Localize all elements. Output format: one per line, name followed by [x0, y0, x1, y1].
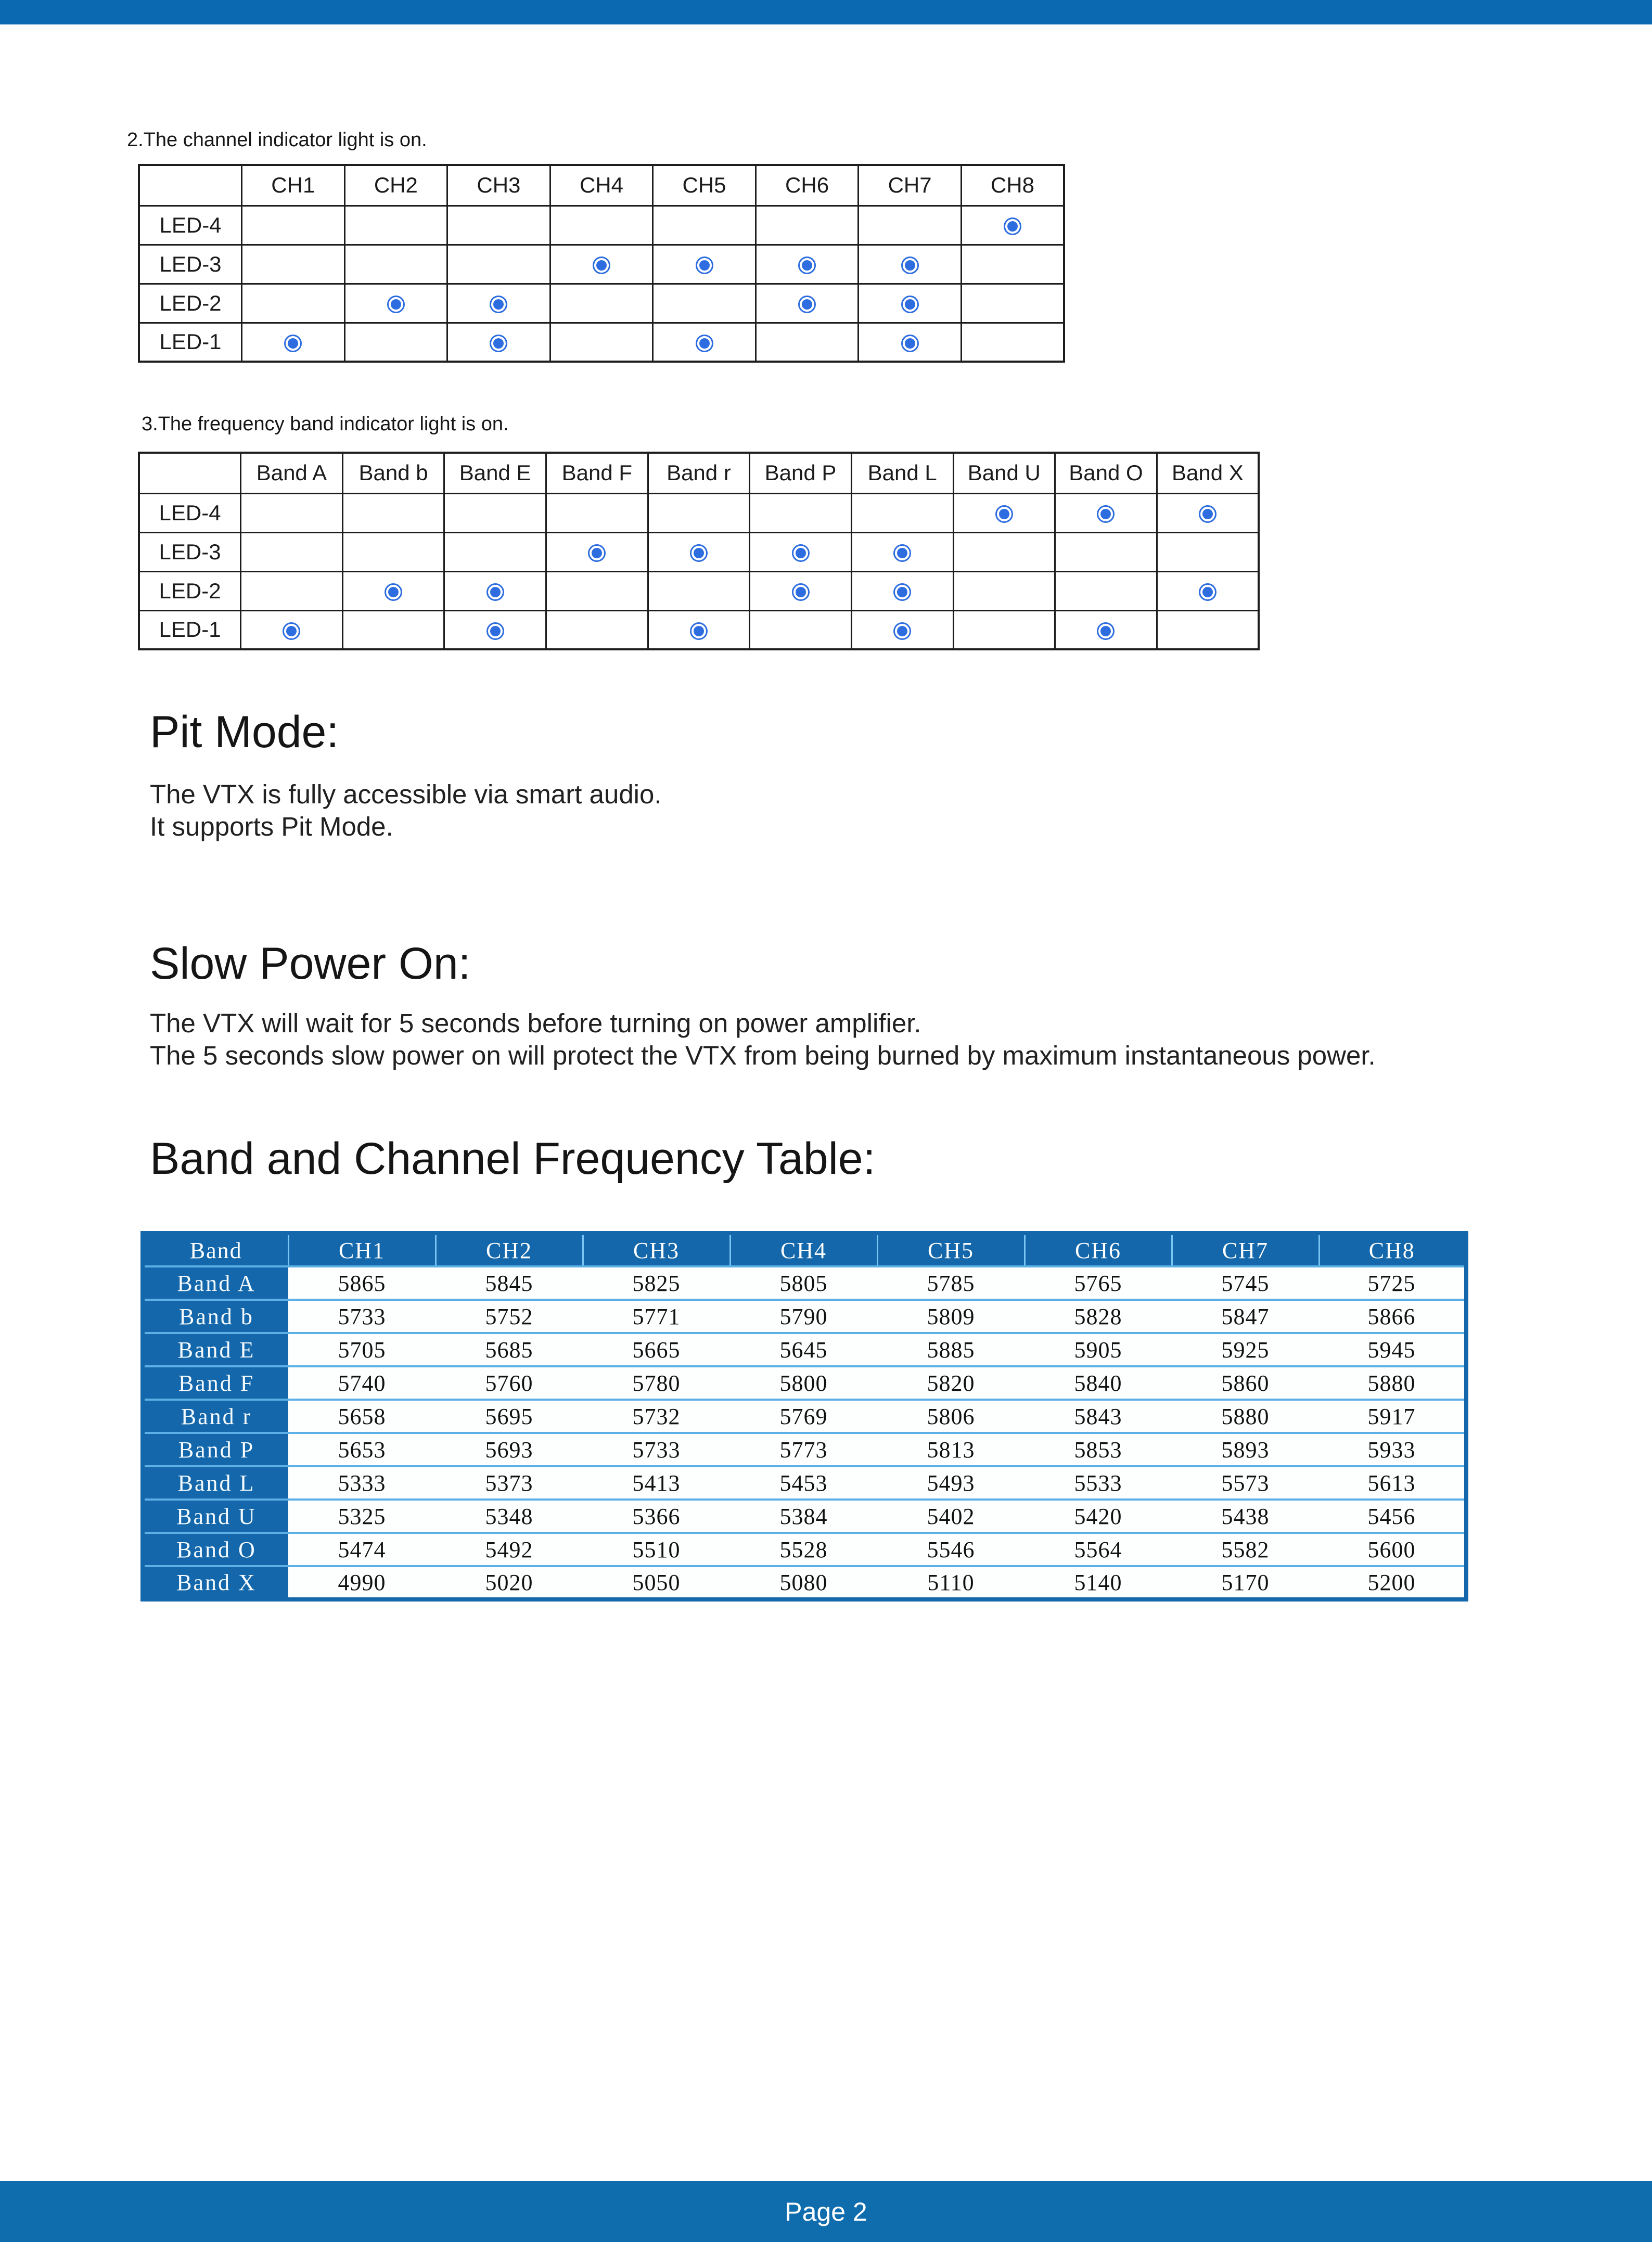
- frequency-cell: 5771: [583, 1300, 730, 1333]
- led-cell: [1157, 610, 1259, 649]
- led-on-dot-icon: [385, 583, 402, 601]
- led-on-dot-icon: [486, 622, 504, 640]
- led-cell: [444, 571, 546, 610]
- frequency-cell: 5333: [288, 1466, 436, 1500]
- table-row: [139, 245, 1064, 284]
- frequency-cell: 5685: [436, 1333, 583, 1366]
- frequency-cell: 5080: [730, 1566, 877, 1599]
- frequency-cell: 5893: [1172, 1433, 1319, 1466]
- led-on-dot-icon: [798, 257, 816, 274]
- led-cell: [342, 493, 444, 532]
- led-cell: [851, 610, 953, 649]
- frequency-cell: 5813: [877, 1433, 1025, 1466]
- table-row: [143, 1400, 1466, 1433]
- led-cell: [546, 493, 648, 532]
- column-header: CH5: [653, 165, 756, 206]
- frequency-cell: 5745: [1172, 1266, 1319, 1300]
- frequency-cell: 5905: [1025, 1333, 1172, 1366]
- led-cell: [550, 323, 653, 362]
- frequency-cell: 5348: [436, 1500, 583, 1533]
- led-cell: [242, 284, 345, 323]
- column-header: CH6: [1025, 1233, 1172, 1266]
- column-header: CH2: [344, 165, 447, 206]
- band-row-label: Band A: [143, 1266, 288, 1300]
- column-header: Band F: [546, 453, 648, 493]
- frequency-cell: 5546: [877, 1533, 1025, 1566]
- frequency-cell: 5805: [730, 1266, 877, 1300]
- led-cell: [241, 532, 343, 571]
- led-cell: [648, 532, 750, 571]
- band-row-label: Band F: [143, 1366, 288, 1400]
- column-header: Band O: [1055, 453, 1157, 493]
- led-on-dot-icon: [696, 257, 713, 274]
- led-cell: [344, 206, 447, 245]
- frequency-cell: 5474: [288, 1533, 436, 1566]
- frequency-cell: 5725: [1319, 1266, 1466, 1300]
- table-row: [143, 1266, 1466, 1300]
- led-cell: [653, 206, 756, 245]
- column-header: Band U: [953, 453, 1055, 493]
- led-cell: [755, 206, 859, 245]
- band-row-label: Band P: [143, 1433, 288, 1466]
- frequency-cell: 5825: [583, 1266, 730, 1300]
- frequency-table-heading: Band and Channel Frequency Table:: [150, 1134, 876, 1184]
- led-cell: [755, 323, 859, 362]
- led-cell: [444, 610, 546, 649]
- row-label: LED-4: [139, 206, 242, 245]
- column-header: CH6: [755, 165, 859, 206]
- table-row: [143, 1500, 1466, 1533]
- led-on-dot-icon: [901, 335, 919, 352]
- top-banner-bar: [0, 0, 1652, 24]
- led-cell: [447, 245, 550, 284]
- led-cell: [859, 284, 962, 323]
- channel-table-caption: 2.The channel indicator light is on.: [127, 129, 427, 151]
- corner-cell: [139, 165, 242, 206]
- frequency-cell: 5752: [436, 1300, 583, 1333]
- led-cell: [653, 245, 756, 284]
- frequency-cell: 5705: [288, 1333, 436, 1366]
- frequency-cell: 5806: [877, 1400, 1025, 1433]
- led-cell: [648, 610, 750, 649]
- led-on-dot-icon: [486, 583, 504, 601]
- led-on-dot-icon: [387, 296, 405, 313]
- led-cell: [546, 532, 648, 571]
- led-on-dot-icon: [792, 583, 810, 601]
- channel-indicator-table: [138, 164, 1065, 363]
- table-row: [143, 1300, 1466, 1333]
- led-on-dot-icon: [893, 544, 911, 562]
- column-header: CH7: [1172, 1233, 1319, 1266]
- column-header: Band E: [444, 453, 546, 493]
- frequency-cell: 5880: [1319, 1366, 1466, 1400]
- table-row: [143, 1533, 1466, 1566]
- led-on-dot-icon: [901, 257, 919, 274]
- led-cell: [550, 206, 653, 245]
- band-row-label: Band r: [143, 1400, 288, 1433]
- text-line: The VTX is fully accessible via smart audio.: [150, 779, 662, 809]
- frequency-cell: 5785: [877, 1266, 1025, 1300]
- frequency-cell: 5809: [877, 1300, 1025, 1333]
- frequency-cell: 5945: [1319, 1333, 1466, 1366]
- frequency-cell: 5170: [1172, 1566, 1319, 1599]
- frequency-cell: 5384: [730, 1500, 877, 1533]
- led-cell: [344, 284, 447, 323]
- led-cell: [859, 323, 962, 362]
- table-row: [139, 610, 1259, 649]
- row-label: LED-4: [139, 493, 241, 532]
- frequency-cell: 5050: [583, 1566, 730, 1599]
- frequency-cell: 5828: [1025, 1300, 1172, 1333]
- frequency-cell: 5564: [1025, 1533, 1172, 1566]
- led-cell: [1157, 493, 1259, 532]
- frequency-cell: 5733: [583, 1433, 730, 1466]
- frequency-cell: 5847: [1172, 1300, 1319, 1333]
- column-header: CH4: [550, 165, 653, 206]
- frequency-cell: 5528: [730, 1533, 877, 1566]
- corner-cell: [139, 453, 241, 493]
- table-row: [143, 1333, 1466, 1366]
- led-cell: [342, 532, 444, 571]
- frequency-cell: 5413: [583, 1466, 730, 1500]
- led-on-dot-icon: [893, 622, 911, 640]
- led-cell: [447, 206, 550, 245]
- pit-mode-paragraph: [150, 778, 662, 843]
- column-header: Band b: [342, 453, 444, 493]
- frequency-cell: 5773: [730, 1433, 877, 1466]
- frequency-cell: 5510: [583, 1533, 730, 1566]
- frequency-cell: 5840: [1025, 1366, 1172, 1400]
- text-line: It supports Pit Mode.: [150, 812, 393, 841]
- frequency-cell: 5790: [730, 1300, 877, 1333]
- led-cell: [344, 323, 447, 362]
- frequency-cell: 5740: [288, 1366, 436, 1400]
- led-on-dot-icon: [588, 544, 606, 562]
- column-header: CH8: [1319, 1233, 1466, 1266]
- frequency-cell: 5600: [1319, 1533, 1466, 1566]
- led-cell: [961, 245, 1064, 284]
- frequency-cell: 5658: [288, 1400, 436, 1433]
- frequency-cell: 5453: [730, 1466, 877, 1500]
- frequency-cell: 5860: [1172, 1366, 1319, 1400]
- led-cell: [546, 610, 648, 649]
- led-cell: [961, 323, 1064, 362]
- led-on-dot-icon: [1004, 217, 1021, 235]
- frequency-cell: 5493: [877, 1466, 1025, 1500]
- column-header: CH3: [447, 165, 550, 206]
- frequency-cell: 5880: [1172, 1400, 1319, 1433]
- led-cell: [550, 284, 653, 323]
- led-cell: [342, 610, 444, 649]
- column-header: Band A: [241, 453, 343, 493]
- table-row: [139, 206, 1064, 245]
- column-header: Band L: [851, 453, 953, 493]
- frequency-cell: 5020: [436, 1566, 583, 1599]
- row-label: LED-1: [139, 323, 242, 362]
- led-cell: [851, 532, 953, 571]
- row-label: LED-2: [139, 284, 242, 323]
- frequency-cell: 5865: [288, 1266, 436, 1300]
- frequency-cell: 5925: [1172, 1333, 1319, 1366]
- led-on-dot-icon: [1097, 622, 1115, 640]
- led-on-dot-icon: [792, 544, 810, 562]
- table-row: [139, 284, 1064, 323]
- column-header: Band: [143, 1233, 288, 1266]
- frequency-cell: 5438: [1172, 1500, 1319, 1533]
- band-channel-frequency-table: [140, 1231, 1468, 1602]
- led-on-dot-icon: [690, 622, 708, 640]
- frequency-cell: 5200: [1319, 1566, 1466, 1599]
- column-header: CH3: [583, 1233, 730, 1266]
- led-cell: [859, 206, 962, 245]
- led-cell: [1157, 571, 1259, 610]
- frequency-cell: 5769: [730, 1400, 877, 1433]
- column-header: CH4: [730, 1233, 877, 1266]
- led-on-dot-icon: [1097, 505, 1115, 523]
- column-header: CH7: [859, 165, 962, 206]
- pit-mode-heading: Pit Mode:: [150, 707, 339, 757]
- frequency-cell: 5733: [288, 1300, 436, 1333]
- led-cell: [447, 284, 550, 323]
- led-on-dot-icon: [490, 296, 507, 313]
- led-on-dot-icon: [696, 335, 713, 352]
- led-cell: [648, 571, 750, 610]
- frequency-cell: 5760: [436, 1366, 583, 1400]
- band-indicator-table: [138, 452, 1260, 650]
- column-header: Band P: [750, 453, 852, 493]
- frequency-cell: 5653: [288, 1433, 436, 1466]
- led-on-dot-icon: [490, 335, 507, 352]
- frequency-cell: 5402: [877, 1500, 1025, 1533]
- led-cell: [242, 206, 345, 245]
- led-cell: [653, 323, 756, 362]
- led-cell: [241, 571, 343, 610]
- led-cell: [648, 493, 750, 532]
- slow-power-heading: Slow Power On:: [150, 939, 471, 989]
- led-cell: [953, 571, 1055, 610]
- led-cell: [241, 610, 343, 649]
- table-row: [143, 1433, 1466, 1466]
- column-header: Band r: [648, 453, 750, 493]
- column-header: CH8: [961, 165, 1064, 206]
- table-row: [139, 532, 1259, 571]
- frequency-cell: 5885: [877, 1333, 1025, 1366]
- column-header: CH2: [436, 1233, 583, 1266]
- frequency-cell: 5110: [877, 1566, 1025, 1599]
- page-number-label: Page 2: [785, 2197, 867, 2226]
- frequency-cell: 5573: [1172, 1466, 1319, 1500]
- led-on-dot-icon: [283, 622, 300, 640]
- frequency-cell: 5800: [730, 1366, 877, 1400]
- led-cell: [859, 245, 962, 284]
- band-row-label: Band E: [143, 1333, 288, 1366]
- led-cell: [1055, 571, 1157, 610]
- led-cell: [1157, 532, 1259, 571]
- column-header: Band X: [1157, 453, 1259, 493]
- led-cell: [755, 245, 859, 284]
- table-row: [143, 1366, 1466, 1400]
- led-on-dot-icon: [1199, 505, 1216, 523]
- led-cell: [755, 284, 859, 323]
- frequency-cell: 5693: [436, 1433, 583, 1466]
- led-cell: [1055, 610, 1157, 649]
- led-on-dot-icon: [593, 257, 610, 274]
- column-header: CH5: [877, 1233, 1025, 1266]
- row-label: LED-3: [139, 532, 241, 571]
- led-cell: [550, 245, 653, 284]
- led-on-dot-icon: [1199, 583, 1216, 601]
- led-cell: [546, 571, 648, 610]
- band-row-label: Band U: [143, 1500, 288, 1533]
- led-cell: [242, 323, 345, 362]
- band-row-label: Band X: [143, 1566, 288, 1599]
- frequency-cell: 4990: [288, 1566, 436, 1599]
- frequency-cell: 5645: [730, 1333, 877, 1366]
- led-cell: [241, 493, 343, 532]
- footer-bar: [0, 2181, 1652, 2242]
- led-cell: [953, 610, 1055, 649]
- led-on-dot-icon: [690, 544, 708, 562]
- led-cell: [1055, 532, 1157, 571]
- led-on-dot-icon: [284, 335, 302, 352]
- frequency-cell: 5492: [436, 1533, 583, 1566]
- table-row: [143, 1566, 1466, 1599]
- frequency-cell: 5695: [436, 1400, 583, 1433]
- slow-power-paragraph: [150, 1007, 1376, 1072]
- frequency-cell: 5765: [1025, 1266, 1172, 1300]
- frequency-cell: 5845: [436, 1266, 583, 1300]
- led-cell: [750, 532, 852, 571]
- led-cell: [953, 493, 1055, 532]
- frequency-cell: 5866: [1319, 1300, 1466, 1333]
- led-cell: [750, 493, 852, 532]
- band-row-label: Band O: [143, 1533, 288, 1566]
- frequency-cell: 5582: [1172, 1533, 1319, 1566]
- led-cell: [344, 245, 447, 284]
- led-cell: [953, 532, 1055, 571]
- led-cell: [851, 571, 953, 610]
- column-header: CH1: [242, 165, 345, 206]
- column-header: CH1: [288, 1233, 436, 1266]
- frequency-cell: 5820: [877, 1366, 1025, 1400]
- table-row: [139, 493, 1259, 532]
- frequency-cell: 5933: [1319, 1433, 1466, 1466]
- frequency-cell: 5843: [1025, 1400, 1172, 1433]
- frequency-cell: 5780: [583, 1366, 730, 1400]
- led-on-dot-icon: [893, 583, 911, 601]
- frequency-cell: 5665: [583, 1333, 730, 1366]
- frequency-cell: 5732: [583, 1400, 730, 1433]
- band-table-caption: 3.The frequency band indicator light is on.: [142, 413, 509, 435]
- led-cell: [653, 284, 756, 323]
- row-label: LED-1: [139, 610, 241, 649]
- led-cell: [961, 284, 1064, 323]
- frequency-cell: 5373: [436, 1466, 583, 1500]
- led-cell: [1055, 493, 1157, 532]
- frequency-cell: 5613: [1319, 1466, 1466, 1500]
- frequency-cell: 5456: [1319, 1500, 1466, 1533]
- led-cell: [242, 245, 345, 284]
- frequency-cell: 5366: [583, 1500, 730, 1533]
- text-line: The 5 seconds slow power on will protect the VTX from being burned by maximum instantaneous power.: [150, 1041, 1376, 1070]
- led-on-dot-icon: [798, 296, 816, 313]
- led-cell: [342, 571, 444, 610]
- led-cell: [851, 493, 953, 532]
- row-label: LED-2: [139, 571, 241, 610]
- band-row-label: Band b: [143, 1300, 288, 1333]
- led-cell: [447, 323, 550, 362]
- led-cell: [444, 493, 546, 532]
- frequency-cell: 5325: [288, 1500, 436, 1533]
- frequency-cell: 5917: [1319, 1400, 1466, 1433]
- led-cell: [750, 571, 852, 610]
- led-cell: [961, 206, 1064, 245]
- table-row: [143, 1466, 1466, 1500]
- band-row-label: Band L: [143, 1466, 288, 1500]
- table-row: [139, 323, 1064, 362]
- row-label: LED-3: [139, 245, 242, 284]
- led-on-dot-icon: [901, 296, 919, 313]
- frequency-cell: 5140: [1025, 1566, 1172, 1599]
- frequency-cell: 5853: [1025, 1433, 1172, 1466]
- frequency-cell: 5420: [1025, 1500, 1172, 1533]
- led-on-dot-icon: [995, 505, 1013, 523]
- led-cell: [750, 610, 852, 649]
- led-cell: [444, 532, 546, 571]
- text-line: The VTX will wait for 5 seconds before turning on power amplifier.: [150, 1008, 921, 1038]
- table-row: [139, 571, 1259, 610]
- frequency-cell: 5533: [1025, 1466, 1172, 1500]
